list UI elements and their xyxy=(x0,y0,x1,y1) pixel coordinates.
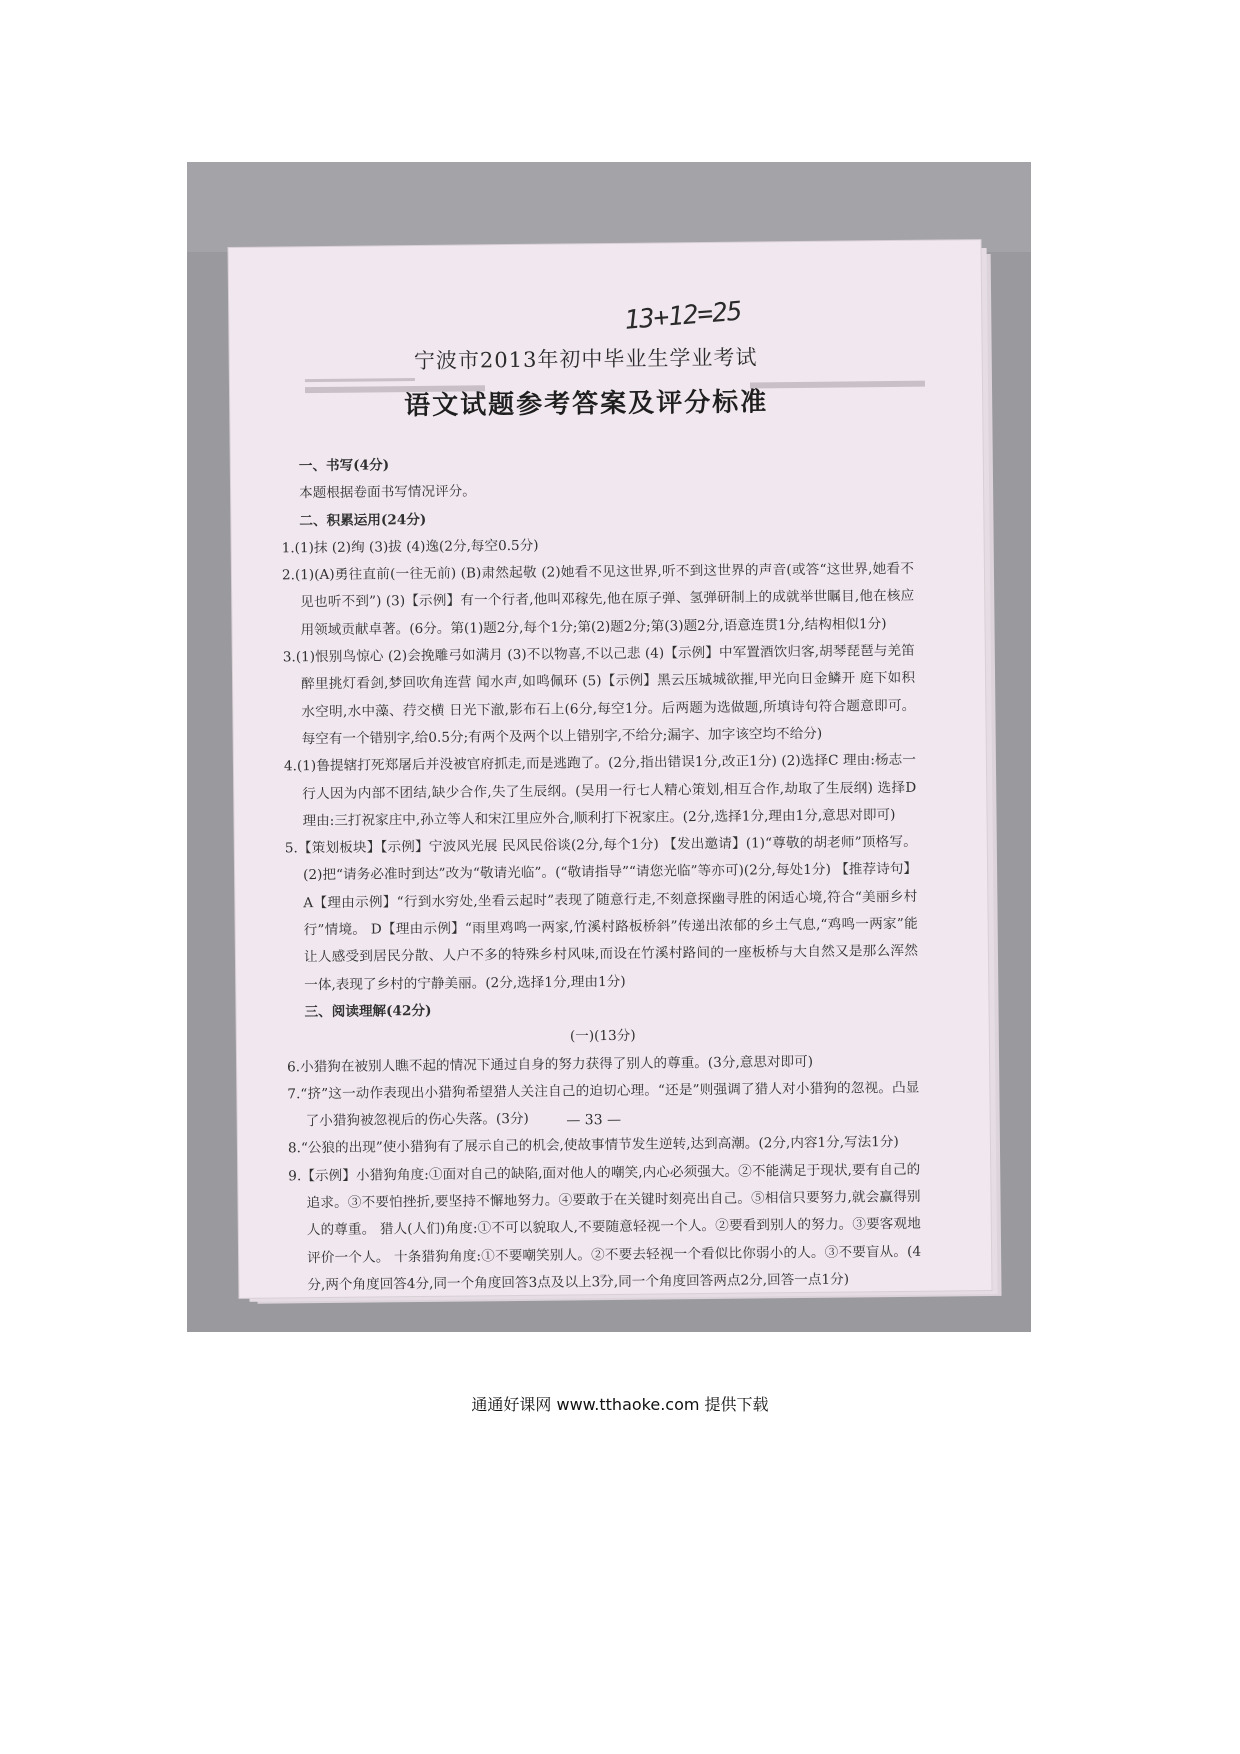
scanned-photo xyxy=(187,162,1031,1332)
scan-background-top xyxy=(187,162,1031,252)
handwritten-note: 13+12=25 xyxy=(623,296,743,336)
answer-item-9: 9.【示例】小猎狗角度:①面对自己的缺陷,面对他人的嘲笑,内心必须强大。②不能满足于现状,要有自己的追求。③不要怕挫折,要坚持不懈地努力。④要敢于在关键时刻亮出自己。⑤相信只要努力,就会赢得别人的尊重。 猎人(人们)角度:①不可以貌取人,不要随意轻视一个人。②要看到别人的努力。③要客观地评价一个人。 十条猎狗角度:①不要嘲笑别人。②不要去轻视一个看似比你弱小的人。③不要盲从。(4分,两个角度回答4分,同一个角度回答3点及以上3分,同一个角度回答两点2分,回答一点1分) xyxy=(288,1161,922,1294)
download-footer: 通通好课网 www.tthaoke.com 提供下载 xyxy=(471,1395,769,1414)
section-heading-reading: 三、阅读理解(42分) xyxy=(304,1002,432,1021)
document-title: 语文试题参考答案及评分标准 xyxy=(404,387,769,422)
section-heading-accumulation: 二、积累运用(24分) xyxy=(299,511,427,529)
answer-item-7: 7.“挤”这一动作表现出小猎狗希望猎人关注自己的迫切心理。“还是”则强调了猎人对小猎狗的忽视。凸显了小猎狗被忽视后的伤心失落。(3分) xyxy=(287,1079,920,1130)
answer-item-6: 6.小猎狗在被别人瞧不起的情况下通过自身的努力获得了别人的尊重。(3分,意思对即可) xyxy=(287,1053,814,1075)
reading-subheading: (一)(13分) xyxy=(569,1027,636,1045)
answer-item-8: 8.“公狼的出现”使小猎狗有了展示自己的机会,使故事情节发生逆转,达到高潮。(2分,内容1分,写法1分) xyxy=(287,1134,899,1157)
answer-item-1: 1.(1)抹 (2)绚 (3)拔 (4)逸(2分,每空0.5分) xyxy=(281,537,539,557)
answer-body xyxy=(281,447,922,1300)
answer-item-5: 5.【策划板块】【示例】宁波风光展 民风民俗谈(2分,每个1分) 【发出邀请】(1)“尊敬的胡老师”顶格写。 (2)把“请务必准时到达”改为“敬请光临”。(“敬请指导”“请您光临”等亦可)(2分,每处1分) 【推荐诗句】A【理由示例】“行到水穷处,坐看云起时”表现了随意行走,不刻意探幽寻胜的闲适心境,符合“美丽乡村行”情境。 D【理由示例】“雨里鸡鸣一两家,竹溪村路板桥斜”传递出浓郁的乡土气息,“鸡鸣一两家”能让人感受到居民分散、人户不多的特殊乡村风味,而设在竹溪村路间的一座板桥与大自然又是那么浑然一体,表现了乡村的宁静美丽。(2分,选择1分,理由1分) xyxy=(284,833,919,993)
show-through-bar xyxy=(305,378,415,382)
answer-item-3: 3.(1)恨别鸟惊心 (2)会挽雕弓如满月 (3)不以物喜,不以己悲 (4)【示例】中军置酒饮归客,胡琴琵琶与羌笛 醉里挑灯看剑,梦回吹角连营 闻水声,如鸣佩环 (5)【示例】黑云压城城欲摧,甲光向日金鳞开 庭下如积水空明,水中藻、荇交横 日光下澈,影布石上(6分,每空1分。后两题为选做题,所填诗句符合题意即可。每空有一个错别字,给0.5分;有两个及两个以上错别字,不给分;漏字、加字该空均不给分) xyxy=(282,642,916,748)
section-heading-writing: 一、书写(4分) xyxy=(298,457,390,475)
writing-note: 本题根据卷面书写情况评分。 xyxy=(299,483,476,502)
answer-item-2: 2.(1)(A)勇往直前(一往无前) (B)肃然起敬 (2)她看不见这世界,听不到这世界的声音(或答“这世界,她看不见也听不到”) (3)【示例】有一个行者,他叫邓稼先,他在原子弹、氢弹研制上的成就举世瞩目,他在核应用领域贡献卓著。(6分。第(1)题2分,每个1分;第(2)题2分;第(3)题2分,语意连贯1分,结构相似1分) xyxy=(281,560,915,639)
exam-title: 宁波市2013年初中毕业生学业考试 xyxy=(413,345,758,374)
page-number: — 33 — xyxy=(566,1111,622,1129)
answer-item-4: 4.(1)鲁提辖打死郑屠后并没被官府抓走,而是逃跑了。(2分,指出错误1分,改正1分) (2)选择C 理由:杨志一行人因为内部不团结,缺少合作,失了生辰纲。(吴用一行七人精心策划,相互合作,劫取了生辰纲) 选择D 理由:三打祝家庄中,孙立等人和宋江里应外合,顺利打下祝家庄。(2分,选择1分,理由1分,意思对即可) xyxy=(283,752,917,830)
answer-sheet-page xyxy=(229,240,992,1298)
